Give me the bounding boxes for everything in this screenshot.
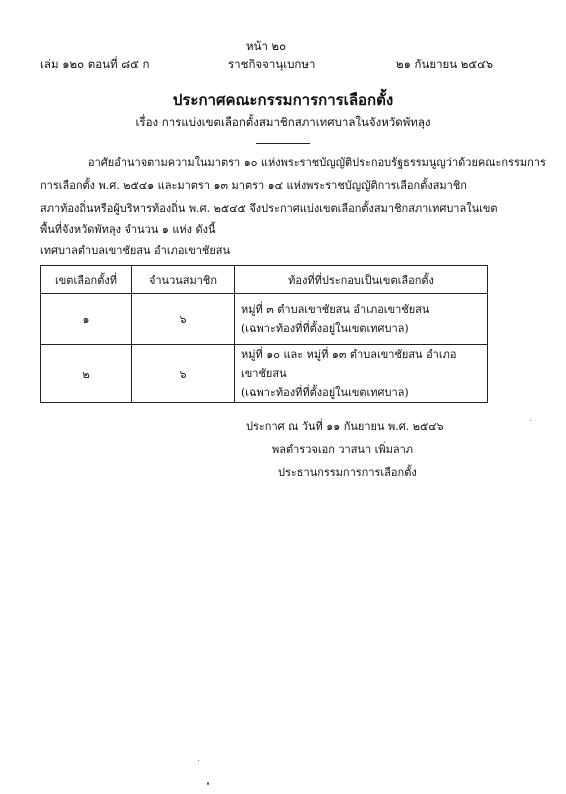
area-description [235,345,488,403]
header-district: เขตเลือกตั้งที่ [41,266,132,294]
body-line-3: สภาท้องถิ่นหรือผู้บริหารท้องถิ่น พ.ศ. ๒๕๔๕ จึงประกาศแบ่งเขตเลือกตั้งสมาชิกสภาเทศบาลในเขต [40,202,498,215]
member-count: ๖ [132,294,235,345]
signatory-name: พลตำรวจเอก วาสนา เพิ่มลาภ [272,443,414,456]
document-title: ประกาศคณะกรรมการการเลือกตั้ง [172,91,394,109]
municipality-heading: เทศบาลตำบลเขาชัยสน อำเภอเขาชัยสน [40,244,231,257]
document-subtitle: เรื่อง การแบ่งเขตเลือกตั้งสมาชิกสภาเทศบาลในจังหวัดพัทลุง [135,115,431,129]
district-number: ๑ [41,294,132,345]
area-line: หมู่ที่ ๑๐ และ หมู่ที่ ๑๓ ตำบลเขาชัยสน อำเภอเขาชัยสน [241,348,457,380]
district-table [40,265,488,403]
header-area: ท้องที่ที่ประกอบเป็นเขตเลือกตั้ง [235,266,488,294]
body-line-4: พื้นที่จังหวัดพัทลุง จำนวน ๑ แห่ง ดังนี้ [40,223,216,236]
member-count: ๖ [132,345,235,403]
body-line-2: การเลือกตั้ง พ.ศ. ๒๕๔๑ และมาตรา ๑๓ มาตรา ๑๔ แห่งพระราชบัญญัติการเลือกตั้งสมาชิก [40,179,467,192]
gazette-name: ราชกิจจานุเบกษา [228,57,316,71]
volume-info: เล่ม ๑๒๐ ตอนที่ ๘๕ ก [40,57,150,71]
header-members: จำนวนสมาชิก [132,266,235,294]
scan-speck [530,420,531,421]
table-header-row [41,266,488,294]
area-description [235,294,488,345]
announcement-date: ประกาศ ณ วันที่ ๑๑ กันยายน พ.ศ. ๒๕๔๖ [246,420,444,433]
table-row [41,345,488,403]
page-number: หน้า ๒๐ [246,39,287,53]
signatory-position: ประธานกรรมการการเลือกตั้ง [278,466,417,479]
area-note: (เฉพาะท้องที่ที่ตั้งอยู่ในเขตเทศบาล) [241,322,409,335]
area-line: หมู่ที่ ๓ ตำบลเขาชัยสน อำเภอเขาชัยสน [241,303,430,316]
issue-date: ๒๑ กันยายน ๒๕๔๖ [396,57,494,71]
scan-speck [198,760,199,761]
body-line-1: อาศัยอำนาจตามความในมาตรา ๑๐ แห่งพระราชบัญญัติประกอบรัฐธรรมนูญว่าด้วยคณะกรรมการ [88,156,546,169]
scan-speck [207,782,209,785]
title-divider [256,143,310,144]
table-row [41,294,488,345]
district-number: ๒ [41,345,132,403]
area-note: (เฉพาะท้องที่ที่ตั้งอยู่ในเขตเทศบาล) [241,386,409,399]
